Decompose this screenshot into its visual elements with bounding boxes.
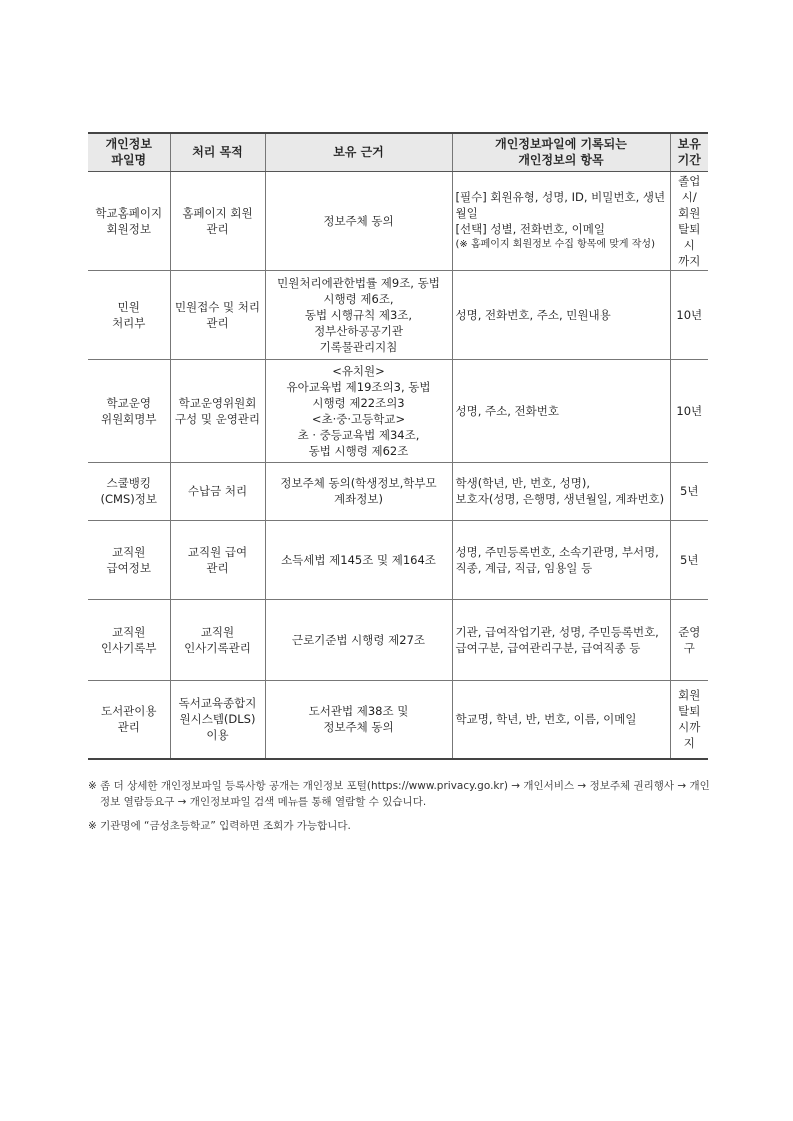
text-line: 교직원 <box>112 544 146 559</box>
table-header-row <box>88 133 708 171</box>
table-row <box>88 520 708 599</box>
text-line: [선택] 성별, 전화번호, 이메일 <box>455 221 605 236</box>
text-line: 파일명 <box>111 153 147 168</box>
basis-cell <box>265 599 452 680</box>
text-line: 학생(학년, 반, 번호, 성명), <box>455 476 591 490</box>
basis-cell <box>265 359 452 462</box>
text-line: 보호자(성명, 은행명, 생년월일, 계좌번호) <box>455 492 665 506</box>
text-line: 기록물관리지침 <box>319 339 398 354</box>
text-line: 정부산하공공기관 <box>314 323 403 338</box>
text-line: 시까 <box>678 720 701 735</box>
purpose-cell <box>170 462 265 520</box>
text-line: 인사기록부 <box>100 640 157 655</box>
table-row <box>88 599 708 680</box>
text-line: 개인정보의 항목 <box>518 153 604 168</box>
file-name-cell <box>88 599 170 680</box>
text-line: 구성 및 운영관리 <box>174 411 261 426</box>
purpose-cell <box>170 680 265 759</box>
items-cell <box>452 599 670 680</box>
period-cell <box>670 359 708 462</box>
text-line: 탈퇴 <box>678 221 701 236</box>
file-name-cell <box>88 270 170 359</box>
text-line: 홈페이지 회원 <box>182 205 253 220</box>
text-line: 민원 <box>117 299 140 314</box>
period-cell <box>670 171 708 270</box>
text-line: 정보주체 동의 <box>323 720 394 735</box>
purpose-cell <box>170 359 265 462</box>
text-line: 학교명, 학년, 반, 번호, 이름, 이메일 <box>455 712 637 727</box>
period-cell <box>670 462 708 520</box>
header-period <box>670 133 708 171</box>
items-cell <box>452 359 670 462</box>
header-items <box>452 133 670 171</box>
footnote-portal: ※ 좀 더 상세한 개인정보파일 등록사항 공개는 개인정보 포털(https://www.privacy.go.kr) → 개인서비스 → 정보주체 권리행사 → 개인정보 열람등요구 → 개인정보파일 검색 메뉴를 통해 열람할 수 있습니다. <box>88 780 710 808</box>
text-line: 회원 <box>678 688 701 703</box>
basis-cell <box>265 270 452 359</box>
text-line: 시 <box>683 237 695 252</box>
text-line: 성명, 전화번호, 주소, 민원내용 <box>455 307 611 322</box>
text-line: 동법 시행령 제62조 <box>308 443 409 458</box>
basis-cell <box>265 171 452 270</box>
items-cell <box>452 171 670 270</box>
text-line: 유아교육법 제19조의3, 동법 <box>286 379 431 394</box>
text-line: 구 <box>683 640 695 655</box>
text-line: 민원처리에관한법률 제9조, 동법 <box>277 275 440 290</box>
text-line: 인사기록관리 <box>184 640 251 655</box>
purpose-cell <box>170 599 265 680</box>
text-line: 독서교육종합지 <box>178 696 257 711</box>
text-line: 관리 <box>206 315 229 330</box>
text-line: 개인정보 <box>105 137 152 152</box>
text-line: 교직원 <box>112 624 146 639</box>
text-line: 10년 <box>676 403 703 418</box>
text-line: 회원정보 <box>106 221 151 236</box>
period-cell <box>670 520 708 599</box>
text-line: 회원 <box>678 205 701 220</box>
text-line: 성명, 주소, 전화번호 <box>455 403 559 418</box>
items-cell <box>452 462 670 520</box>
text-line: 처리부 <box>112 315 146 330</box>
text-line: 시행령 제6조, <box>323 291 394 306</box>
period-cell <box>670 599 708 680</box>
text-line: 학교홈페이지 <box>95 205 163 220</box>
text-line: 기간 <box>677 153 701 168</box>
table-row <box>88 680 708 759</box>
header-purpose: 처리 목적 <box>170 133 265 171</box>
basis-cell <box>265 680 452 759</box>
header-file-name <box>88 133 170 171</box>
text-line: 소득세법 제145조 및 제164조 <box>281 552 436 567</box>
basis-cell <box>265 520 452 599</box>
text-line: 까지 <box>678 253 701 268</box>
text-line: 기관, 급여작업기관, 성명, 주민등록번호, 급여구분, 급여관리구분, 급여직종 등 <box>455 624 659 655</box>
file-name-cell <box>88 680 170 759</box>
text-line: 계좌정보) <box>334 492 383 506</box>
text-line: 민원접수 및 처리 <box>174 299 261 314</box>
text-line: 근로기준법 시행령 제27조 <box>291 632 426 647</box>
text-line: <유치원> <box>332 363 385 378</box>
text-line: <초·중·고등학교> <box>311 411 406 426</box>
text-line: 학교운영위원회 <box>178 395 257 410</box>
personal-info-file-table <box>88 132 708 760</box>
text-line: 준영 <box>678 624 701 639</box>
items-cell <box>452 270 670 359</box>
text-line: 관리 <box>117 720 140 735</box>
purpose-cell <box>170 171 265 270</box>
footnotes <box>88 778 718 842</box>
text-line: 초 · 중등교육법 제34조, <box>297 427 420 442</box>
text-line: 스쿨뱅킹 <box>106 476 151 490</box>
text-line: 수납금 처리 <box>187 484 248 498</box>
table-row <box>88 171 708 270</box>
text-line: 정보주체 동의(학생정보,학부모 <box>280 476 437 490</box>
period-cell <box>670 270 708 359</box>
text-line: 도서관법 제38조 및 <box>308 704 409 719</box>
text-line: 교직원 <box>200 624 235 639</box>
file-name-cell <box>88 462 170 520</box>
text-line: 탈퇴 <box>678 704 701 719</box>
file-name-cell <box>88 520 170 599</box>
text-line: 5년 <box>680 484 699 498</box>
text-line: 원시스템(DLS) <box>179 712 256 727</box>
text-line: 지 <box>683 736 695 751</box>
purpose-cell <box>170 520 265 599</box>
text-line: 교직원 급여 <box>187 544 248 559</box>
text-line: 개인정보파일에 기록되는 <box>495 137 627 152</box>
text-line: 정보주체 동의 <box>323 213 394 228</box>
text-line: 5년 <box>680 552 699 567</box>
text-line: 보유 <box>677 137 701 152</box>
text-line: 관리 <box>206 221 229 236</box>
items-cell <box>452 680 670 759</box>
text-line: 관리 <box>206 560 229 575</box>
text-line: 졸업 <box>678 173 701 188</box>
table-row <box>88 359 708 462</box>
table-row <box>88 270 708 359</box>
text-line: 10년 <box>676 307 703 322</box>
items-cell <box>452 520 670 599</box>
file-name-cell <box>88 359 170 462</box>
items-note: (※ 홈페이지 회원정보 수집 항목에 맞게 작성) <box>455 238 655 250</box>
file-name-cell <box>88 171 170 270</box>
text-line: 동법 시행규칙 제3조, <box>304 307 413 322</box>
text-line: 도서관이용 <box>100 704 157 719</box>
text-line: [필수] 회원유형, 성명, ID, 비밀번호, 생년월일 <box>455 189 666 220</box>
purpose-cell <box>170 270 265 359</box>
text-line: 위원회명부 <box>100 411 157 426</box>
text-line: 시행령 제22조의3 <box>312 395 405 410</box>
text-line: 성명, 주민등록번호, 소속기관명, 부서명, 직종, 계급, 직급, 임용일 등 <box>455 544 659 575</box>
text-line: 급여정보 <box>106 560 151 575</box>
basis-cell <box>265 462 452 520</box>
table-row <box>88 462 708 520</box>
header-basis: 보유 근거 <box>265 133 452 171</box>
text-line: 이용 <box>206 728 229 743</box>
text-line: 학교운영 <box>106 395 151 410</box>
text-line: 시/ <box>681 189 697 204</box>
period-cell <box>670 680 708 759</box>
text-line: (CMS)정보 <box>100 492 157 506</box>
footnote-search: ※ 기관명에 “금성초등학교” 입력하면 조회가 가능합니다. <box>88 820 351 832</box>
